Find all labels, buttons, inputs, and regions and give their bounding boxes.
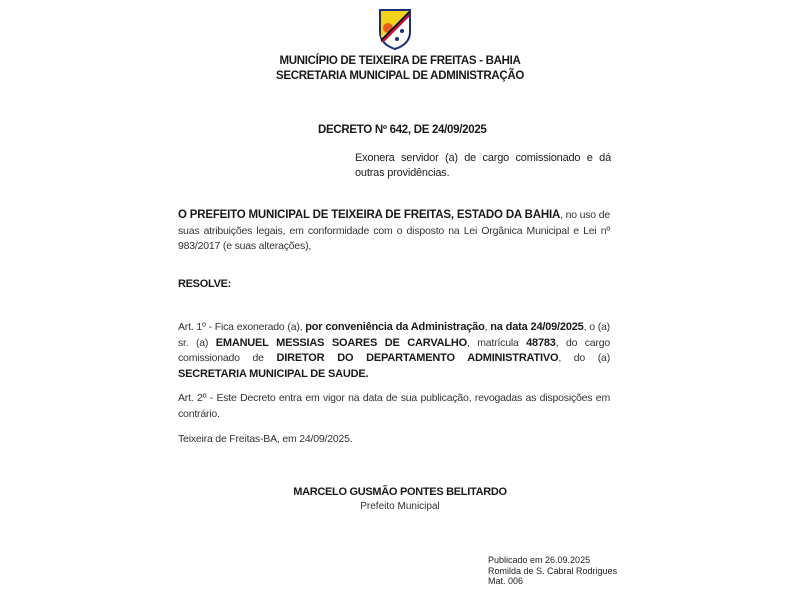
municipality-name: MUNICÍPIO DE TEIXEIRA DE FREITAS - BAHIA	[279, 55, 521, 67]
department-name: SECRETARIA MUNICIPAL DE SAUDE.	[178, 367, 369, 380]
art1-text: , o (a) sr. (a)	[178, 321, 610, 349]
decree-summary: Exonera servidor (a) de cargo comissionado e dá outras providências.	[355, 152, 611, 179]
preamble-text: , no uso de suas atribuições legais, em conformidade com o disposto na Lei Orgânica Municipal e Lei nº 983/2017 (e suas alterações),	[178, 209, 610, 252]
art1-text: ,	[484, 321, 491, 333]
publisher-name: Romilda de S. Cabral Rodrigues	[488, 565, 618, 576]
preamble-lead: O PREFEITO MUNICIPAL DE TEIXEIRA DE FREITAS, ESTADO DA BAHIA	[178, 209, 561, 221]
art1-text: , do (a)	[558, 352, 610, 364]
decree-title: DECRETO Nº 642, DE 24/09/2025	[318, 124, 487, 136]
resolve-heading: RESOLVE:	[178, 278, 232, 290]
art1-reason: por conveniência da Administração	[305, 321, 485, 333]
art1-text: , matrícula	[467, 336, 527, 349]
place-and-date: Teixeira de Freitas-BA, em 24/09/2025.	[178, 433, 353, 445]
article-1	[178, 320, 610, 382]
signer-name: MARCELO GUSMÃO PONTES BELITARDO	[293, 486, 507, 498]
secretariat-name: SECRETARIA MUNICIPAL DE ADMINISTRAÇÃO	[275, 70, 525, 82]
registration-number: 48783	[526, 336, 556, 349]
signer-role: Prefeito Municipal	[360, 501, 440, 512]
publication-date: Publicado em 26.09.2025	[488, 555, 591, 565]
art1-text: , do cargo comissionado de	[178, 336, 610, 364]
publisher-registration: Mat. 006	[488, 576, 524, 586]
employee-name: EMANUEL MESSIAS SOARES DE CARVALHO	[215, 336, 468, 349]
municipal-coat-of-arms-icon	[378, 8, 412, 50]
document-header	[0, 54, 800, 84]
art1-date: na data 24/09/2025	[490, 321, 584, 333]
preamble-paragraph	[178, 208, 610, 255]
publication-note	[488, 555, 617, 587]
position-name: DIRETOR DO DEPARTAMENTO ADMINISTRATIVO	[276, 352, 559, 364]
article-2: Art. 2º - Este Decreto entra em vigor na data de sua publicação, revogadas as disposições em contrário.	[178, 392, 610, 420]
art1-text: Art. 1º - Fica exonerado (a),	[178, 321, 306, 333]
